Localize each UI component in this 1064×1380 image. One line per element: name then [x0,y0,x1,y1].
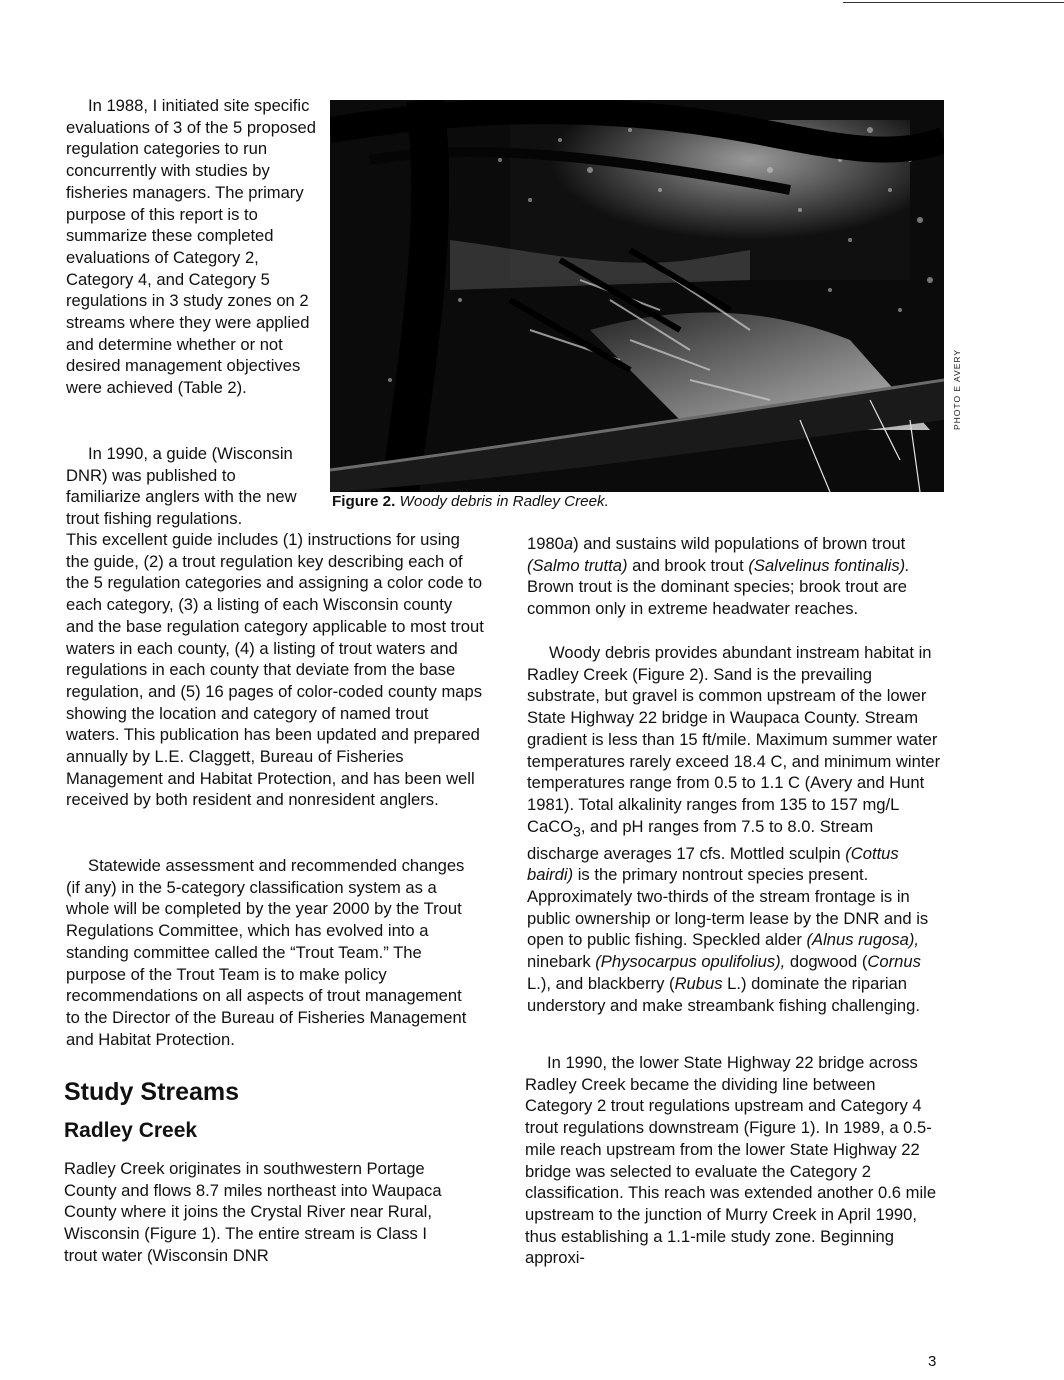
species-name-ninebark: (Physocarpus opulifolius), [595,952,786,972]
paragraph-woody-debris-habitat [527,642,945,1016]
top-rule [843,2,1064,3]
text-run-italic: a [563,534,574,553]
subsection-heading-radley-creek: Radley Creek [64,1119,198,1142]
text-run: , and pH ranges from 7.5 to 8.0. Stream discharge averages 17 cfs. Mottled sculpin [527,816,874,863]
paragraph-radley-origin: Radley Creek originates in southwestern Portage County and flows 8.7 miles northeast into Waupaca County where it joins the Crystal River near Rural, Wisconsin (Figure 1). The entire stream is Class I trout water (Wisconsin DNR [64,1159,442,1265]
text-run: dogwood ( [785,952,868,972]
text-run: Brown trout is the dominant species; brook trout are common only in extreme headwater reaches. [527,577,908,619]
paragraph-guide-continued: This excellent guide includes (1) instructions for using the guide, (2) a trout regulation key describing each of the 5 regulation categories and assigning a color code to each category, (3) a listing of each Wisconsin county and the base regulation category applicable to most trout waters in each county, (4) a listing of trout waters and regulations in each county that deviate from the base regulation, and (5) 16 pages of color-coded county maps showing the location and category of named trout waters. This publication has been updated and prepared annually by L.E. Claggett, Bureau of Fisheries Management and Habitat Protection, and has been well received by both resident and nonresident anglers. [66,530,484,810]
subscript: 3 [573,822,581,839]
genus-name-cornus: Cornus [867,952,921,972]
text-run: is the primary nontrout species present. Approximately two-thirds of the stream frontage is in public ownership or long-term lease by the DNR and is open to public fishing. Speckled alder [527,865,929,950]
photo-woody-debris [330,100,944,492]
paragraph-statewide-assessment: Statewide assessment and recommended changes (if any) in the 5-category classification system as a whole will be completed by the year 2000 by the Trout Regulations Committee, which has evolved into a standing committee called the “Trout Team.” The purpose of the Trout Team is to make policy recommendations on all aspects of trout management to the Director of the Bureau of Fisheries Management and Habitat Protection. [66,856,467,1049]
text-run: Woody debris provides abundant instream habitat in Radley Creek (Figure 2). Sand is the prevailing substrate, but gravel is common upstream of the lower State Highway 22 bridge in Waupaca County. Stream gradient is less than 15 ft/mile. Maximum summer water temperatures rarely exceed 18.4 C, and minimum winter temperatures range from 0.5 to 1.1 C (Avery and Hunt 1981). Total alkalinity ranges from 135 to 157 mg/L CaCO [527,643,941,836]
figure-caption-label: Figure 2. [332,493,396,510]
species-name-sculpin: (Cottus bairdi) [527,843,899,885]
species-name-alder: (Alnus rugosa), [806,930,920,950]
text-run: 1980 [527,534,564,553]
paragraph-trout-populations [527,533,945,620]
paragraph-intro: In 1988, I initiated site specific evaluations of 3 of the 5 proposed regulation categories to run concurrently with studies by fisheries managers. The primary purpose of this report is to summarize these completed evaluations of Category 2, Category 4, and Category 5 regulations in 3 study zones on 2 streams where they were applied and determine whether or not desired management objectives were achieved (Table 2). [66,96,317,398]
section-heading-study-streams: Study Streams [64,1078,240,1106]
text-run: ) and sustains wild populations of brown trout [573,534,906,553]
figure-caption [332,492,609,511]
paragraph-highway-bridge: In 1990, the lower State Highway 22 bridge across Radley Creek became the dividing line between Category 2 trout regulations upstream and Category 4 trout regulations downstream (Figure 1). In 1989, a 0.5-mile reach upstream from the lower State Highway 22 bridge was selected to evaluate the Category 2 classification. This reach was extended another 0.6 mile upstream to the junction of Murry Creek in April 1990, thus establishing a 1.1-mile study zone. Beginning approxi- [525,1053,937,1268]
photo-credit: PHOTO E AVERY [952,348,962,430]
genus-name-rubus: Rubus [674,973,723,993]
species-name-brook-trout: (Salvelinus fontinalis). [748,555,910,575]
text-run: ninebark [527,952,596,972]
figure-caption-text: Woody debris in Radley Creek. [399,493,609,510]
text-run: L.) dominate the riparian understory and make streambank fishing challenging. [527,973,920,1015]
text-run: L.), and blackberry ( [527,973,675,993]
species-name-brown-trout: (Salmo trutta) [527,555,628,575]
page-number: 3 [928,1353,937,1370]
paragraph-guide-start: In 1990, a guide (Wisconsin DNR) was published to familiarize anglers with the new trout fishing regulations. [66,444,297,529]
text-run: and brook trout [627,555,749,575]
